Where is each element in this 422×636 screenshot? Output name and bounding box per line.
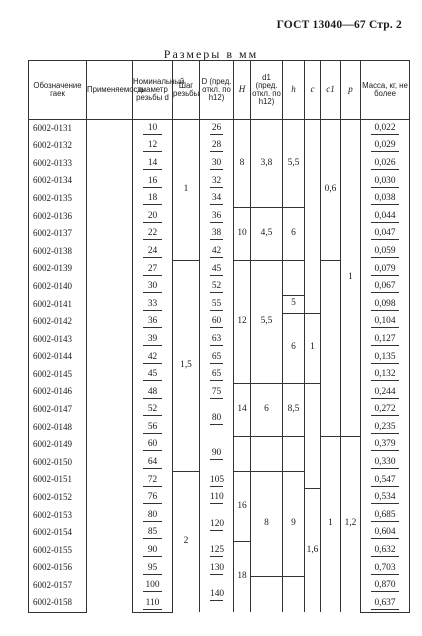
d1-cell: 6 xyxy=(251,383,283,436)
d-cell: 36 xyxy=(133,313,173,331)
D-cell: 45 xyxy=(200,260,234,278)
table-row xyxy=(29,436,410,454)
mass-cell: 0,135 xyxy=(361,348,410,366)
d-cell: 110 xyxy=(133,595,173,613)
designation-cell: 6002-0132 xyxy=(29,137,87,155)
designation-cell: 6002-0139 xyxy=(29,260,87,278)
d-cell: 16 xyxy=(133,172,173,190)
H-cell: 8 xyxy=(234,120,251,208)
c1-cell: 0,6 xyxy=(321,120,341,261)
designation-cell: 6002-0158 xyxy=(29,595,87,613)
D-cell: 80 xyxy=(200,401,234,436)
d-cell: 80 xyxy=(133,507,173,525)
d-cell: 27 xyxy=(133,260,173,278)
p-cell: 1 xyxy=(341,120,361,437)
d-cell: 10 xyxy=(133,120,173,138)
designation-cell: 6002-0135 xyxy=(29,190,87,208)
d-cell: 95 xyxy=(133,559,173,577)
designation-cell: 6002-0147 xyxy=(29,401,87,419)
mass-cell: 0,235 xyxy=(361,419,410,437)
d-cell: 72 xyxy=(133,471,173,489)
designation-cell: 6002-0145 xyxy=(29,366,87,384)
designation-cell: 6002-0134 xyxy=(29,172,87,190)
col-H: H xyxy=(234,61,251,120)
designation-cell: 6002-0152 xyxy=(29,489,87,507)
col-d1: d1 (пред. откл. по h12) xyxy=(251,61,283,120)
d-cell: 48 xyxy=(133,383,173,401)
col-mass: Масса, кг, не более xyxy=(361,61,410,120)
mass-cell: 0,703 xyxy=(361,559,410,577)
d-cell: 30 xyxy=(133,278,173,296)
designation-cell: 6002-0143 xyxy=(29,331,87,349)
mass-cell: 0,047 xyxy=(361,225,410,243)
mass-cell: 0,132 xyxy=(361,366,410,384)
c-cell: 1 xyxy=(305,313,321,383)
designation-cell: 6002-0155 xyxy=(29,542,87,560)
mass-cell: 0,330 xyxy=(361,454,410,472)
D-cell: 30 xyxy=(200,155,234,173)
H-cell: 18 xyxy=(234,542,251,612)
h-cell: 8,5 xyxy=(283,383,305,436)
d-cell: 60 xyxy=(133,436,173,454)
pitch-cell: 1,5 xyxy=(173,260,200,471)
designation-cell: 6002-0150 xyxy=(29,454,87,472)
d-cell: 24 xyxy=(133,243,173,261)
D-cell: 120 xyxy=(200,507,234,542)
d-cell: 45 xyxy=(133,366,173,384)
D-cell: 110 xyxy=(200,489,234,507)
D-cell: 140 xyxy=(200,577,234,612)
mass-cell: 0,604 xyxy=(361,524,410,542)
d1-cell xyxy=(251,577,283,612)
H-cell: 16 xyxy=(234,471,251,541)
designation-cell: 6002-0131 xyxy=(29,120,87,138)
mass-cell: 0,029 xyxy=(361,137,410,155)
D-cell: 28 xyxy=(200,137,234,155)
pitch-cell: 2 xyxy=(173,471,200,612)
col-D: D (пред. откл. по h12) xyxy=(200,61,234,120)
col-d: Номинальный диаметр резьбы d xyxy=(133,61,173,120)
D-cell: 75 xyxy=(200,383,234,401)
designation-cell: 6002-0149 xyxy=(29,436,87,454)
designation-cell: 6002-0148 xyxy=(29,419,87,437)
d1-cell: 8 xyxy=(251,471,283,577)
d1-cell: 3,8 xyxy=(251,120,283,208)
mass-cell: 0,244 xyxy=(361,383,410,401)
col-c1: c1 xyxy=(321,61,341,120)
d-cell: 14 xyxy=(133,155,173,173)
col-pitch: Шаг резьбы xyxy=(173,61,200,120)
designation-cell: 6002-0138 xyxy=(29,243,87,261)
mass-cell: 0,098 xyxy=(361,295,410,313)
D-cell: 38 xyxy=(200,225,234,243)
D-cell: 34 xyxy=(200,190,234,208)
d-cell: 33 xyxy=(133,295,173,313)
h-cell xyxy=(283,260,305,295)
h-cell: 5,5 xyxy=(283,120,305,208)
D-cell: 32 xyxy=(200,172,234,190)
d-cell: 76 xyxy=(133,489,173,507)
D-cell: 26 xyxy=(200,120,234,138)
D-cell: 63 xyxy=(200,331,234,349)
c-cell: 1,6 xyxy=(305,489,321,612)
h-cell xyxy=(283,577,305,612)
h-cell: 6 xyxy=(283,207,305,260)
mass-cell: 0,079 xyxy=(361,260,410,278)
d-cell: 64 xyxy=(133,454,173,472)
designation-cell: 6002-0154 xyxy=(29,524,87,542)
c1-cell xyxy=(321,260,341,436)
d-cell: 12 xyxy=(133,137,173,155)
col-designation: Обозначение гаек xyxy=(29,61,87,120)
d-cell: 39 xyxy=(133,331,173,349)
d-cell: 90 xyxy=(133,542,173,560)
d-cell: 22 xyxy=(133,225,173,243)
col-application: Применяемость xyxy=(87,61,133,120)
D-cell: 125 xyxy=(200,542,234,560)
mass-cell: 0,632 xyxy=(361,542,410,560)
designation-cell: 6002-0156 xyxy=(29,559,87,577)
d-cell: 100 xyxy=(133,577,173,595)
designation-cell: 6002-0141 xyxy=(29,295,87,313)
h-cell xyxy=(283,436,305,471)
D-cell: 60 xyxy=(200,313,234,331)
designation-cell: 6002-0151 xyxy=(29,471,87,489)
designation-cell: 6002-0157 xyxy=(29,577,87,595)
mass-cell: 0,059 xyxy=(361,243,410,261)
c-cell xyxy=(305,120,321,314)
mass-cell: 0,038 xyxy=(361,190,410,208)
D-cell: 55 xyxy=(200,295,234,313)
mass-cell: 0,022 xyxy=(361,120,410,138)
col-h: h xyxy=(283,61,305,120)
H-cell xyxy=(234,436,251,471)
table-row xyxy=(29,120,410,138)
d1-cell xyxy=(251,436,283,471)
D-cell: 42 xyxy=(200,243,234,261)
designation-cell: 6002-0137 xyxy=(29,225,87,243)
d-cell: 42 xyxy=(133,348,173,366)
D-cell: 65 xyxy=(200,366,234,384)
d-cell: 85 xyxy=(133,524,173,542)
D-cell: 65 xyxy=(200,348,234,366)
document-header: ГОСТ 13040—67 Стр. 2 xyxy=(276,19,402,31)
c-cell xyxy=(305,383,321,489)
h-cell: 6 xyxy=(283,313,305,383)
mass-cell: 0,067 xyxy=(361,278,410,296)
designation-cell: 6002-0144 xyxy=(29,348,87,366)
h-cell: 9 xyxy=(283,471,305,577)
mass-cell: 0,534 xyxy=(361,489,410,507)
mass-cell: 0,272 xyxy=(361,401,410,419)
mass-cell: 0,870 xyxy=(361,577,410,595)
d1-cell: 4,5 xyxy=(251,207,283,260)
mass-cell: 0,637 xyxy=(361,595,410,613)
dimensions-table xyxy=(28,60,410,613)
mass-cell: 0,127 xyxy=(361,331,410,349)
mass-cell: 0,104 xyxy=(361,313,410,331)
pitch-cell: 1 xyxy=(173,120,200,261)
designation-cell: 6002-0146 xyxy=(29,383,87,401)
d-cell: 56 xyxy=(133,419,173,437)
application-cell xyxy=(87,120,133,613)
D-cell: 52 xyxy=(200,278,234,296)
designation-cell: 6002-0136 xyxy=(29,207,87,225)
designation-cell: 6002-0153 xyxy=(29,507,87,525)
mass-cell: 0,379 xyxy=(361,436,410,454)
d-cell: 20 xyxy=(133,207,173,225)
d-cell: 52 xyxy=(133,401,173,419)
H-cell: 12 xyxy=(234,260,251,383)
H-cell: 14 xyxy=(234,383,251,436)
D-cell: 105 xyxy=(200,471,234,489)
D-cell: 130 xyxy=(200,559,234,577)
col-c: c xyxy=(305,61,321,120)
table-caption: Размеры в мм xyxy=(163,47,259,61)
mass-cell: 0,685 xyxy=(361,507,410,525)
d1-cell: 5,5 xyxy=(251,260,283,383)
mass-cell: 0,026 xyxy=(361,155,410,173)
col-p: p xyxy=(341,61,361,120)
mass-cell: 0,547 xyxy=(361,471,410,489)
h-cell: 5 xyxy=(283,295,305,313)
mass-cell: 0,044 xyxy=(361,207,410,225)
D-cell: 36 xyxy=(200,207,234,225)
D-cell: 90 xyxy=(200,436,234,471)
mass-cell: 0,030 xyxy=(361,172,410,190)
designation-cell: 6002-0142 xyxy=(29,313,87,331)
designation-cell: 6002-0140 xyxy=(29,278,87,296)
designation-cell: 6002-0133 xyxy=(29,155,87,173)
d-cell: 18 xyxy=(133,190,173,208)
c1-cell: 1 xyxy=(321,436,341,612)
H-cell: 10 xyxy=(234,207,251,260)
p-cell: 1,2 xyxy=(341,436,361,612)
